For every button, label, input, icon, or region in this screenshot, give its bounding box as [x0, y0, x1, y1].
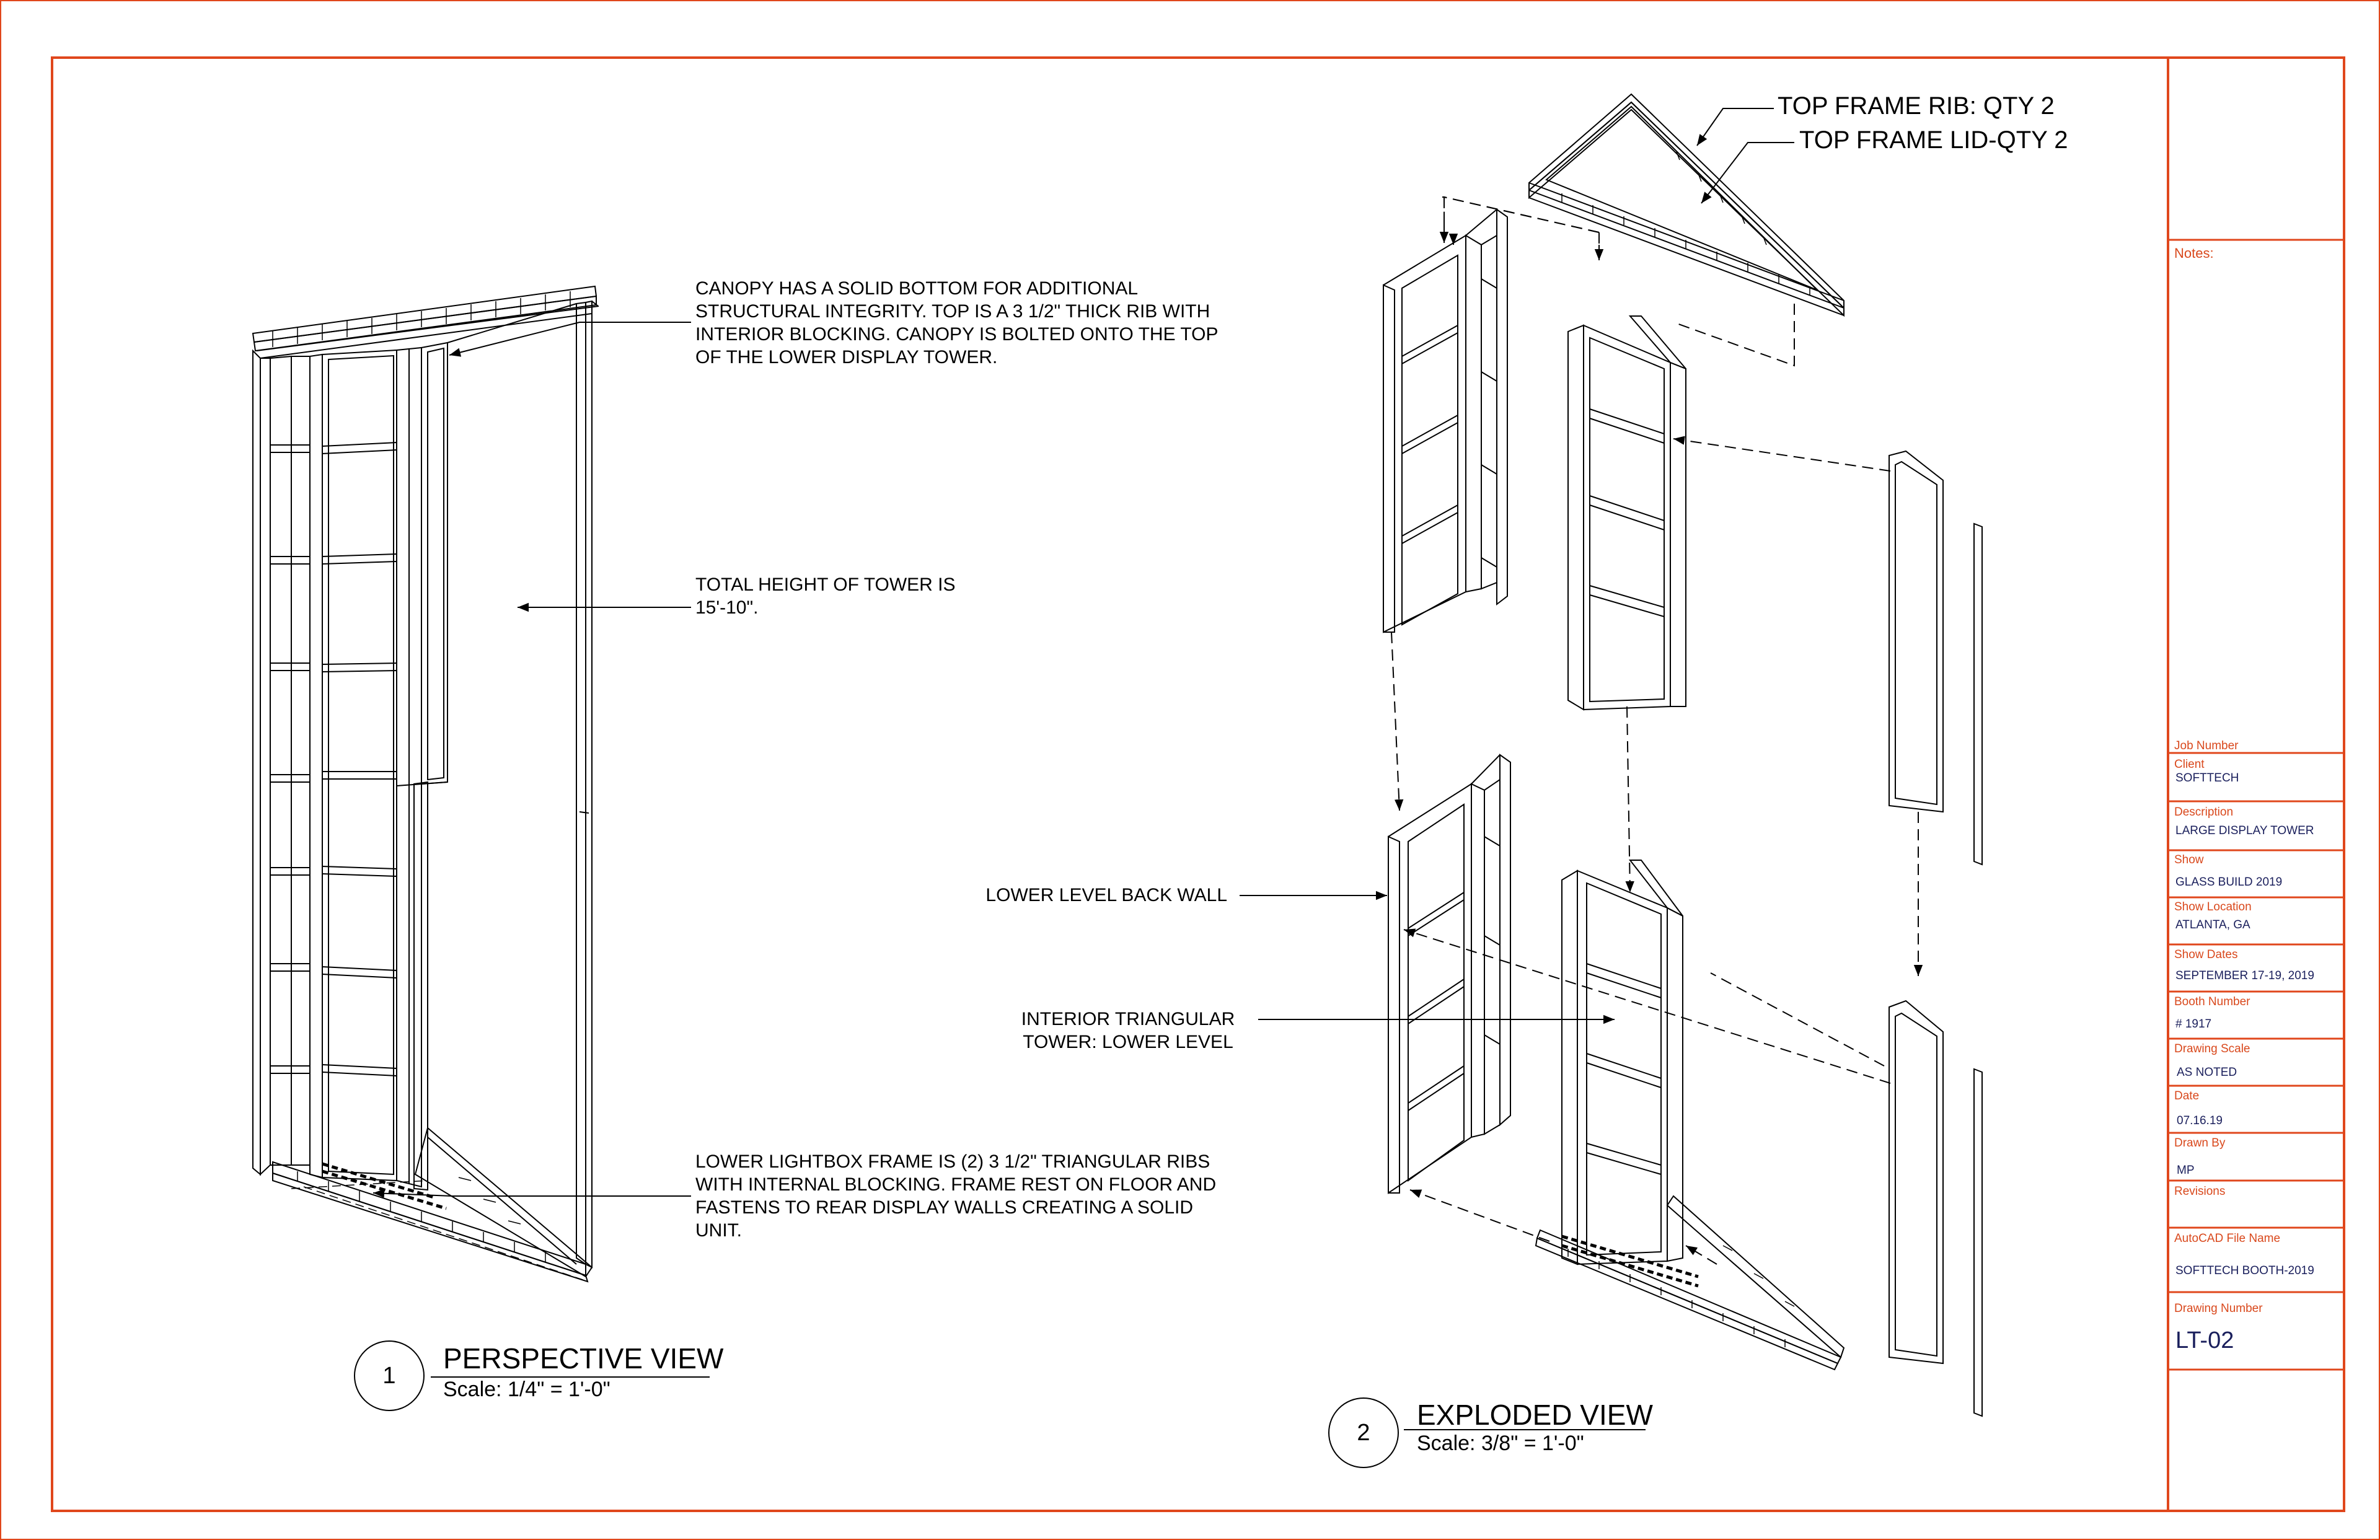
revisions-label: Revisions [2174, 1185, 2226, 1198]
notes-label: Notes: [2174, 245, 2214, 261]
date-label: Date [2174, 1089, 2200, 1102]
top-frame-rib-callout: TOP FRAME RIB: QTY 2 [1778, 92, 2055, 120]
exploded-view-title: EXPLODED VIEW [1417, 1399, 1653, 1431]
perspective-view-number: 1 [382, 1363, 396, 1389]
drawing-scale-value: AS NOTED [2177, 1066, 2237, 1079]
perspective-view-drawing [253, 286, 599, 1282]
exploded-arrowheads [1444, 220, 1599, 260]
drawing-number-label: Drawing Number [2174, 1302, 2263, 1315]
outer-border [1, 1, 2379, 1539]
client-value: SOFTTECH [2175, 772, 2239, 785]
drawn-by-value: MP [2177, 1164, 2195, 1177]
autocad-file-label: AutoCAD File Name [2174, 1232, 2281, 1245]
back-wall-callout: LOWER LEVEL BACK WALL [985, 885, 1227, 905]
exploded-view-number: 2 [1357, 1420, 1370, 1446]
client-label: Client [2174, 758, 2205, 771]
exploded-leaders [1240, 108, 1794, 1019]
job-number-label: Job Number [2174, 739, 2239, 752]
canopy-note: CANOPY HAS A SOLID BOTTOM FOR ADDITIONAL STRUCTURAL INTEGRITY. TOP IS A 3 1/2" THICK RIB WITH INTERIOR BLOCKING. CANOPY IS BOLTED ONTO THE TOP OF THE LOWER DISPLAY TOWER. [695, 278, 1219, 367]
description-value: LARGE DISPLAY TOWER [2175, 824, 2314, 837]
lightbox-note: LOWER LIGHTBOX FRAME IS (2) 3 1/2" TRIANGULAR RIBS WITH INTERNAL BLOCKING. FRAME REST ON FLOOR AND FASTENS TO REAR DISPLAY WALLS CREATING A SOLID UNIT. [695, 1151, 1217, 1241]
show-location-label: Show Location [2174, 900, 2252, 913]
drawing-border [52, 58, 2344, 1511]
show-dates-value: SEPTEMBER 17-19, 2019 [2175, 969, 2314, 982]
exploded-view-drawing [1383, 94, 1982, 1416]
top-frame-lid-callout: TOP FRAME LID-QTY 2 [1799, 126, 2068, 154]
booth-number-value: # 1917 [2175, 1018, 2212, 1031]
date-value: 07.16.19 [2177, 1114, 2223, 1127]
interior-tower-callout: INTERIOR TRIANGULAR TOWER: LOWER LEVEL [1021, 1009, 1235, 1052]
description-label: Description [2174, 806, 2234, 819]
title-block-grid [2168, 240, 2344, 1370]
autocad-file-value: SOFTTECH BOOTH-2019 [2175, 1264, 2314, 1277]
tower-height-note: TOTAL HEIGHT OF TOWER IS 15'-10". [695, 574, 956, 618]
exploded-view-scale: Scale: 3/8" = 1'-0" [1417, 1432, 1584, 1455]
perspective-view-scale: Scale: 1/4" = 1'-0" [443, 1378, 610, 1401]
perspective-leaders [373, 322, 691, 1196]
exploded-assembly-lines [1391, 197, 1918, 1264]
drawing-number-value: LT-02 [2175, 1327, 2234, 1353]
show-dates-label: Show Dates [2174, 948, 2238, 961]
show-location-value: ATLANTA, GA [2175, 918, 2250, 931]
drawn-by-label: Drawn By [2174, 1137, 2226, 1150]
perspective-view-title: PERSPECTIVE VIEW [443, 1342, 724, 1375]
drawing-scale-label: Drawing Scale [2174, 1042, 2250, 1055]
show-label: Show [2174, 853, 2204, 866]
show-value: GLASS BUILD 2019 [2175, 876, 2283, 889]
booth-number-label: Booth Number [2174, 995, 2250, 1008]
